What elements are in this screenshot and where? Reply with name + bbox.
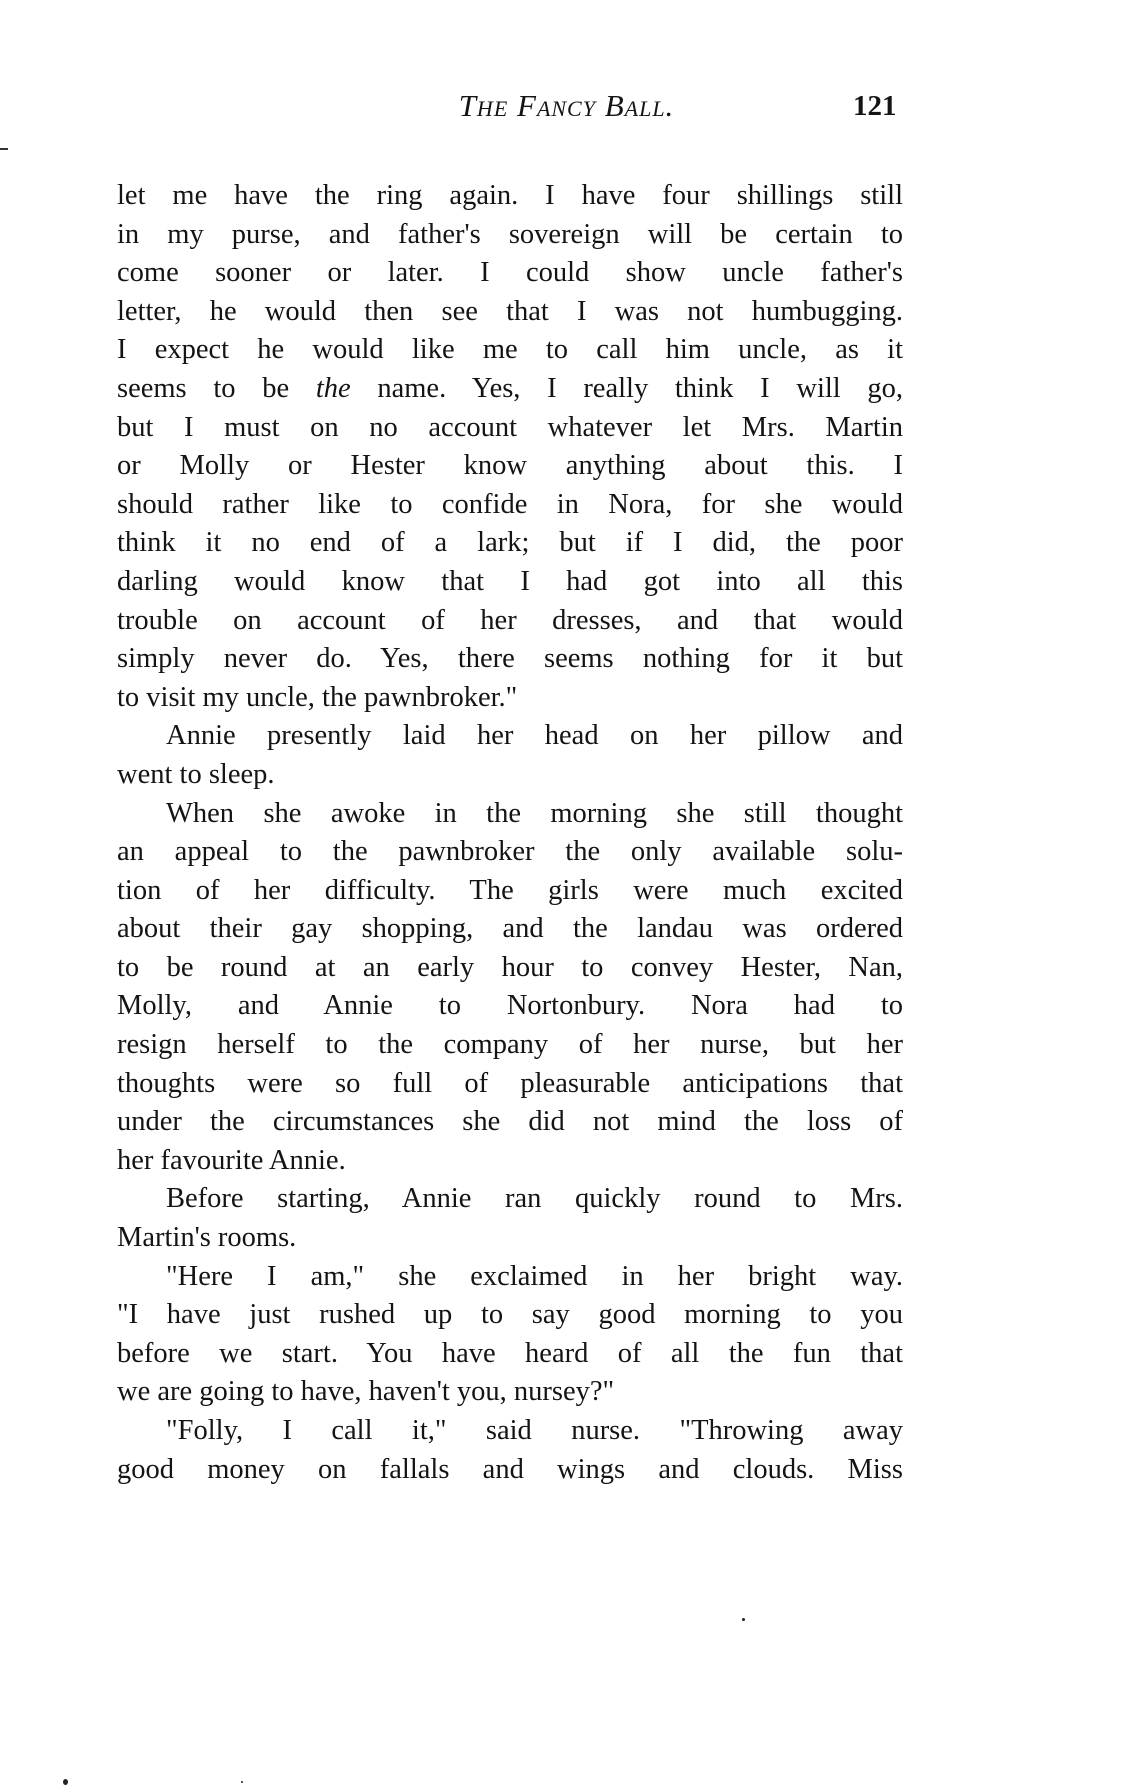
print-speck xyxy=(742,1618,745,1621)
text-line: darling would know that I had got into all this xyxy=(117,565,903,597)
text-line: I expect he would like me to call him uncle, as it xyxy=(117,334,903,366)
text-line: but I must on no account whatever let Mrs. Martin xyxy=(117,411,903,443)
text-line: in my purse, and father's sovereign will be certain to xyxy=(117,218,903,250)
text-line: we are going to have, haven't you, nursey?" xyxy=(117,1376,615,1408)
text-line: tion of her difficulty. The girls were much excited xyxy=(117,874,903,906)
text-segment: seems to be xyxy=(117,372,290,404)
text-line: Martin's rooms. xyxy=(117,1222,297,1254)
text-line: to be round at an early hour to convey Hester, Nan, xyxy=(117,951,903,983)
text-line: thoughts were so full of pleasurable anticipations that xyxy=(117,1067,903,1099)
text-line: resign herself to the company of her nurse, but her xyxy=(117,1029,903,1061)
text-line: let me have the ring again. I have four shillings still xyxy=(117,180,903,211)
text-line: or Molly or Hester know anything about this. I xyxy=(117,450,903,482)
text-segment: name. Yes, I really think I will go, xyxy=(377,372,904,404)
print-speck xyxy=(63,1779,68,1785)
text-line: good money on fallals and wings and clouds. Miss xyxy=(117,1453,903,1485)
text-line: "Folly, I call it," said nurse. "Throwing away xyxy=(166,1415,903,1446)
text-line: "Here I am," she exclaimed in her bright way. xyxy=(166,1260,903,1292)
text-line: letter, he would then see that I was not humbugging. xyxy=(117,295,903,327)
text-line: come sooner or later. I could show uncle father's xyxy=(117,257,903,289)
text-line: trouble on account of her dresses, and that would xyxy=(117,604,903,636)
text-line: Molly, and Annie to Nortonbury. Nora had to xyxy=(117,990,903,1022)
running-head xyxy=(0,86,1133,126)
text-line: before we start. You have heard of all the fun that xyxy=(117,1337,903,1369)
body-text xyxy=(117,177,903,1489)
text-line-mixed xyxy=(117,370,903,409)
italic-word: the xyxy=(315,372,351,404)
margin-mark xyxy=(0,148,8,150)
text-line: Before starting, Annie ran quickly round to Mrs. xyxy=(166,1183,903,1215)
text-line: When she awoke in the morning she still thought xyxy=(166,797,903,829)
text-line: think it no end of a lark; but if I did, the poor xyxy=(117,527,903,559)
text-line: her favourite Annie. xyxy=(117,1144,346,1176)
text-line: should rather like to confide in Nora, for she would xyxy=(117,488,903,520)
text-line: "I have just rushed up to say good morning to you xyxy=(117,1299,903,1331)
text-line: to visit my uncle, the pawnbroker." xyxy=(117,681,518,713)
text-line: an appeal to the pawnbroker the only available solu- xyxy=(117,836,903,868)
text-line: under the circumstances she did not mind the loss of xyxy=(117,1106,903,1138)
print-speck xyxy=(241,1781,243,1783)
text-line: simply never do. Yes, there seems nothing for it but xyxy=(117,643,903,675)
page-number: 121 xyxy=(853,90,897,122)
text-line: Annie presently laid her head on her pillow and xyxy=(166,720,903,752)
text-line: about their gay shopping, and the landau was ordered xyxy=(117,913,903,945)
chapter-title: The Fancy Ball. xyxy=(458,88,675,123)
text-line: went to sleep. xyxy=(117,758,275,790)
